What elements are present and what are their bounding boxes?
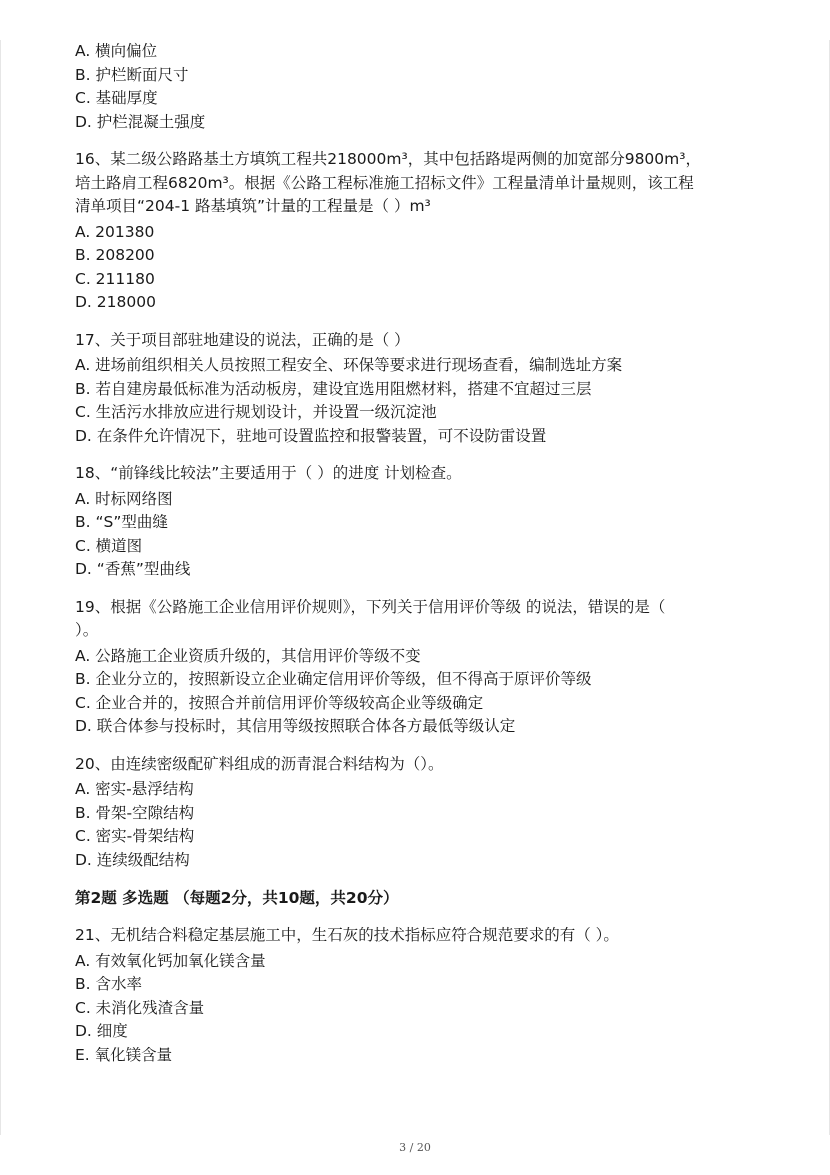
- option: A. 进场前组织相关人员按照工程安全、环保等要求进行现场查看，编制选址方案: [75, 356, 623, 374]
- option: B. 护栏断面尺寸: [75, 65, 189, 84]
- option: C. 未消化残渣含量: [75, 998, 205, 1017]
- stem-line: ）。: [75, 621, 99, 639]
- option: B. 若自建房最低标准为活动板房，建设宜选用阻燃材料，搭建不宜超过三层: [75, 379, 592, 398]
- question-stem: [75, 596, 765, 643]
- stem-line: 17、关于项目部驻地建设的说法，正确的是（ ）: [75, 330, 410, 349]
- stem-line: 清单项目“204-1 路基填筑”计量的工程量是（ ）m³: [75, 197, 431, 215]
- question-stem: [75, 148, 765, 219]
- question-19: [75, 596, 765, 739]
- previous-question-options: [75, 40, 765, 134]
- option: D. 细度: [75, 1022, 128, 1040]
- option: A. 201380: [75, 222, 155, 241]
- option: D. 连续级配结构: [75, 850, 190, 869]
- stem-line: 19、根据《公路施工企业信用评价规则》，下列关于信用评价等级 的说法，错误的是（: [75, 597, 666, 616]
- option: D. 护栏混凝土强度: [75, 112, 206, 131]
- page-number: 3 / 20: [399, 1141, 431, 1154]
- question-17: [75, 329, 765, 449]
- option: C. 基础厚度: [75, 89, 158, 107]
- stem-line: 18、“前锋线比较法”主要适用于（ ）的进度 计划检查。: [75, 464, 462, 482]
- option: B. 含水率: [75, 975, 142, 993]
- option: A. 密实-悬浮结构: [75, 780, 194, 798]
- option: C. 横道图: [75, 536, 143, 555]
- option: A. 横向偏位: [75, 42, 158, 60]
- question-stem: [75, 462, 765, 486]
- question-stem: [75, 329, 765, 353]
- option: A. 有效氧化钙加氧化镁含量: [75, 951, 266, 970]
- document-body: [75, 40, 765, 1067]
- question-stem: [75, 753, 765, 777]
- option: D. “香蕉”型曲线: [75, 560, 191, 578]
- question-18: [75, 462, 765, 582]
- stem-line: 培土路肩工程6820m³。根据《公路工程标准施工招标文件》工程量清单计量规则，该工程: [75, 173, 694, 192]
- page-edge-left: [0, 40, 1, 1135]
- option: D. 联合体参与投标时，其信用等级按照联合体各方最低等级认定: [75, 717, 516, 735]
- option: B. 企业分立的，按照新设立企业确定信用评价等级，但不得高于原评价等级: [75, 670, 592, 688]
- option: D. 218000: [75, 293, 156, 311]
- option: C. 企业合并的，按照合并前信用评价等级较高企业等级确定: [75, 693, 484, 712]
- question-16: [75, 148, 765, 315]
- question-20: [75, 753, 765, 873]
- option: C. 211180: [75, 269, 155, 288]
- option: C. 生活污水排放应进行规划设计，并设置一级沉淀池: [75, 403, 437, 421]
- option: D. 在条件允许情况下，驻地可设置监控和报警装置，可不设防雷设置: [75, 426, 547, 445]
- option: C. 密实-骨架结构: [75, 827, 195, 845]
- option: B. “S”型曲缝: [75, 513, 168, 531]
- stem-line: 21、无机结合料稳定基层施工中，生石灰的技术指标应符合规范要求的有（ ）。: [75, 926, 619, 944]
- stem-line: 16、某二级公路路基土方填筑工程共218000m³，其中包括路堤两侧的加宽部分9800m³，: [75, 150, 701, 168]
- option: B. 骨架-空隙结构: [75, 803, 195, 822]
- option: E. 氧化镁含量: [75, 1045, 173, 1064]
- question-21: [75, 924, 765, 1067]
- option: B. 208200: [75, 246, 155, 264]
- option: A. 时标网络图: [75, 489, 173, 508]
- question-stem: [75, 924, 765, 948]
- section-heading: 第2题 多选题 （每题2分，共10题，共20分）: [75, 889, 399, 907]
- option: A. 公路施工企业资质升级的，其信用评价等级不变: [75, 646, 421, 665]
- stem-line: 20、由连续密级配矿料组成的沥青混合料结构为（）。: [75, 754, 444, 773]
